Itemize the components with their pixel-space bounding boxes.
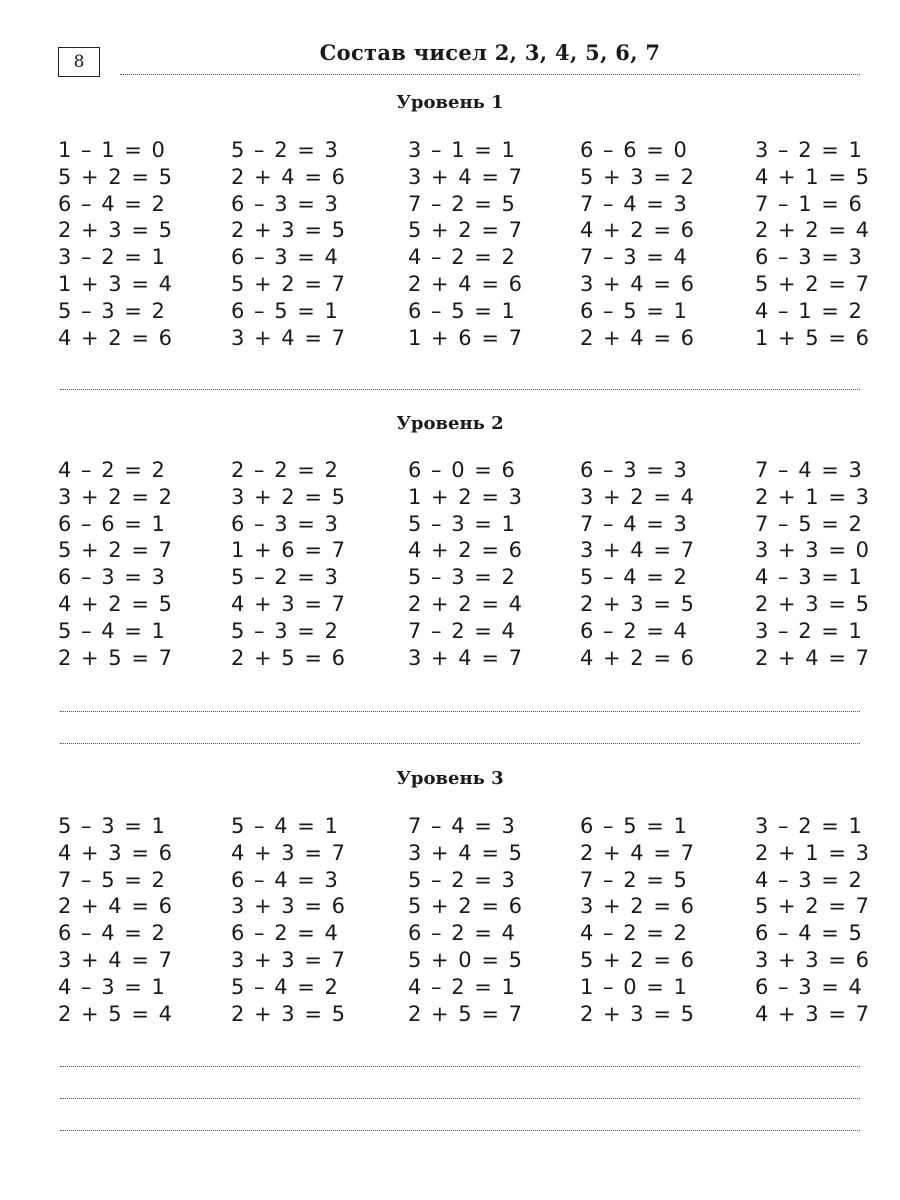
equation: 4 + 2 = 6 <box>580 645 696 670</box>
equation: 5 – 3 = 1 <box>408 511 517 536</box>
equation: 2 + 4 = 7 <box>580 840 696 865</box>
equation: 4 – 2 = 2 <box>408 245 517 270</box>
equation: 5 – 2 = 3 <box>408 867 517 892</box>
equation: 3 + 3 = 6 <box>231 894 347 919</box>
equation: 4 – 2 = 2 <box>58 458 167 482</box>
equation: 3 – 2 = 1 <box>755 618 864 643</box>
equation: 6 – 5 = 1 <box>580 298 689 323</box>
title-divider <box>120 74 860 75</box>
equation: 7 – 2 = 5 <box>408 191 517 216</box>
page-title: Состав чисел 2, 3, 4, 5, 6, 7 <box>319 40 661 65</box>
equation: 2 + 3 = 5 <box>231 1001 347 1026</box>
equation: 6 – 6 = 1 <box>58 511 167 536</box>
equation: 3 – 1 = 1 <box>408 138 517 162</box>
equation: 4 + 1 = 5 <box>755 164 871 189</box>
equation: 7 – 2 = 4 <box>408 618 517 643</box>
equation: 4 – 3 = 1 <box>755 565 864 590</box>
equation: 2 + 1 = 3 <box>755 484 871 509</box>
equation: 5 + 2 = 7 <box>755 894 871 919</box>
equation: 6 – 2 = 4 <box>580 618 689 643</box>
equation: 6 – 3 = 4 <box>755 974 864 999</box>
equation: 5 – 2 = 3 <box>231 565 340 590</box>
equation: 2 + 5 = 7 <box>408 1001 524 1026</box>
equation: 4 + 2 = 6 <box>580 218 696 243</box>
equation: 7 – 4 = 3 <box>580 191 689 216</box>
equation: 6 – 3 = 3 <box>231 191 340 216</box>
equation: 3 + 2 = 5 <box>231 484 347 509</box>
equation: 6 – 3 = 4 <box>231 245 340 270</box>
equation: 2 + 5 = 7 <box>58 645 174 670</box>
equation: 7 – 4 = 3 <box>755 458 864 482</box>
equation: 3 + 4 = 6 <box>580 271 696 296</box>
equation: 5 + 2 = 7 <box>408 218 524 243</box>
equation: 3 + 4 = 7 <box>58 947 174 972</box>
equation: 4 + 2 = 5 <box>58 591 174 616</box>
equation: 3 + 4 = 7 <box>408 164 524 189</box>
equation: 4 – 2 = 1 <box>408 974 517 999</box>
equation: 4 + 3 = 7 <box>231 591 347 616</box>
equation: 7 – 4 = 3 <box>580 511 689 536</box>
answer-line <box>60 743 860 744</box>
equation: 7 – 4 = 3 <box>408 814 517 838</box>
level-1-title: Уровень 1 <box>396 92 504 113</box>
equation: 2 + 4 = 6 <box>231 164 347 189</box>
equation: 2 + 4 = 6 <box>580 325 696 350</box>
equation: 6 – 5 = 1 <box>580 814 689 838</box>
equation: 3 + 4 = 7 <box>580 538 696 563</box>
equation: 6 – 5 = 1 <box>231 298 340 323</box>
equation: 1 + 6 = 7 <box>231 538 347 563</box>
equation: 2 + 4 = 6 <box>408 271 524 296</box>
page-number: 8 <box>58 47 100 77</box>
equation: 2 + 1 = 3 <box>755 840 871 865</box>
equation: 5 – 4 = 2 <box>580 565 689 590</box>
equation: 3 – 2 = 1 <box>755 814 864 838</box>
equation: 1 + 5 = 6 <box>755 325 871 350</box>
equation: 7 – 2 = 5 <box>580 867 689 892</box>
equation: 6 – 4 = 2 <box>58 921 167 946</box>
equation: 2 + 5 = 6 <box>231 645 347 670</box>
equation: 5 – 3 = 1 <box>58 814 167 838</box>
equation: 5 + 2 = 5 <box>58 164 174 189</box>
equation: 3 + 4 = 5 <box>408 840 524 865</box>
equation: 3 + 3 = 6 <box>755 947 871 972</box>
equation: 3 – 2 = 1 <box>755 138 864 162</box>
equation: 5 – 4 = 2 <box>231 974 340 999</box>
equation: 3 + 3 = 7 <box>231 947 347 972</box>
equation: 7 – 3 = 4 <box>580 245 689 270</box>
equation: 3 + 3 = 0 <box>755 538 871 563</box>
equation: 4 + 3 = 6 <box>58 840 174 865</box>
equation: 7 – 1 = 6 <box>755 191 864 216</box>
equation: 5 + 2 = 6 <box>580 947 696 972</box>
equation: 3 + 2 = 6 <box>580 894 696 919</box>
equation: 6 – 4 = 2 <box>58 191 167 216</box>
equation: 3 + 4 = 7 <box>408 645 524 670</box>
answer-line <box>60 1098 860 1099</box>
equation: 4 + 3 = 7 <box>755 1001 871 1026</box>
equation: 2 + 5 = 4 <box>58 1001 174 1026</box>
level-1-equations <box>58 137 871 351</box>
equation: 5 + 2 = 7 <box>58 538 174 563</box>
equation: 4 + 2 = 6 <box>408 538 524 563</box>
equation: 5 – 4 = 1 <box>58 618 167 643</box>
equation: 4 + 3 = 7 <box>231 840 347 865</box>
equation: 3 + 2 = 2 <box>58 484 174 509</box>
equation: 5 + 2 = 7 <box>231 271 347 296</box>
equation: 2 – 2 = 2 <box>231 458 340 482</box>
equation: 6 – 5 = 1 <box>408 298 517 323</box>
equation: 4 + 2 = 6 <box>58 325 174 350</box>
answer-line <box>60 1130 860 1131</box>
equation: 5 – 3 = 2 <box>408 565 517 590</box>
equation: 6 – 2 = 4 <box>408 921 517 946</box>
equation: 1 – 1 = 0 <box>58 138 167 162</box>
answer-line <box>60 1066 860 1067</box>
equation: 1 + 3 = 4 <box>58 271 174 296</box>
equation: 6 – 4 = 5 <box>755 921 864 946</box>
equation: 6 – 3 = 3 <box>580 458 689 482</box>
level-3-title: Уровень 3 <box>396 768 504 789</box>
equation: 5 – 4 = 1 <box>231 814 340 838</box>
equation: 3 – 2 = 1 <box>58 245 167 270</box>
equation: 6 – 0 = 6 <box>408 458 517 482</box>
equation: 7 – 5 = 2 <box>58 867 167 892</box>
equation: 2 + 4 = 6 <box>58 894 174 919</box>
equation: 6 – 3 = 3 <box>755 245 864 270</box>
level-3-equations <box>58 813 871 1027</box>
equation: 6 – 2 = 4 <box>231 921 340 946</box>
equation: 2 + 3 = 5 <box>58 218 174 243</box>
equation: 1 + 2 = 3 <box>408 484 524 509</box>
equation: 4 – 3 = 1 <box>58 974 167 999</box>
equation: 4 – 3 = 2 <box>755 867 864 892</box>
equation: 2 + 2 = 4 <box>408 591 524 616</box>
equation: 5 + 2 = 6 <box>408 894 524 919</box>
answer-line <box>60 711 860 712</box>
equation: 1 – 0 = 1 <box>580 974 689 999</box>
equation: 5 – 2 = 3 <box>231 138 340 162</box>
equation: 5 – 3 = 2 <box>231 618 340 643</box>
equation: 4 – 2 = 2 <box>580 921 689 946</box>
equation: 6 – 3 = 3 <box>58 565 167 590</box>
equation: 3 + 2 = 4 <box>580 484 696 509</box>
level-2-equations <box>58 457 871 671</box>
equation: 2 + 3 = 5 <box>231 218 347 243</box>
equation: 6 – 6 = 0 <box>580 138 689 162</box>
equation: 6 – 3 = 3 <box>231 511 340 536</box>
equation: 3 + 4 = 7 <box>231 325 347 350</box>
equation: 5 + 0 = 5 <box>408 947 524 972</box>
equation: 5 – 3 = 2 <box>58 298 167 323</box>
equation: 2 + 3 = 5 <box>755 591 871 616</box>
equation: 5 + 3 = 2 <box>580 164 696 189</box>
equation: 2 + 4 = 7 <box>755 645 871 670</box>
equation: 6 – 4 = 3 <box>231 867 340 892</box>
equation: 7 – 5 = 2 <box>755 511 864 536</box>
equation: 5 + 2 = 7 <box>755 271 871 296</box>
answer-line <box>60 389 860 390</box>
equation: 1 + 6 = 7 <box>408 325 524 350</box>
equation: 2 + 3 = 5 <box>580 591 696 616</box>
equation: 2 + 3 = 5 <box>580 1001 696 1026</box>
equation: 2 + 2 = 4 <box>755 218 871 243</box>
level-2-title: Уровень 2 <box>396 413 504 434</box>
equation: 4 – 1 = 2 <box>755 298 864 323</box>
